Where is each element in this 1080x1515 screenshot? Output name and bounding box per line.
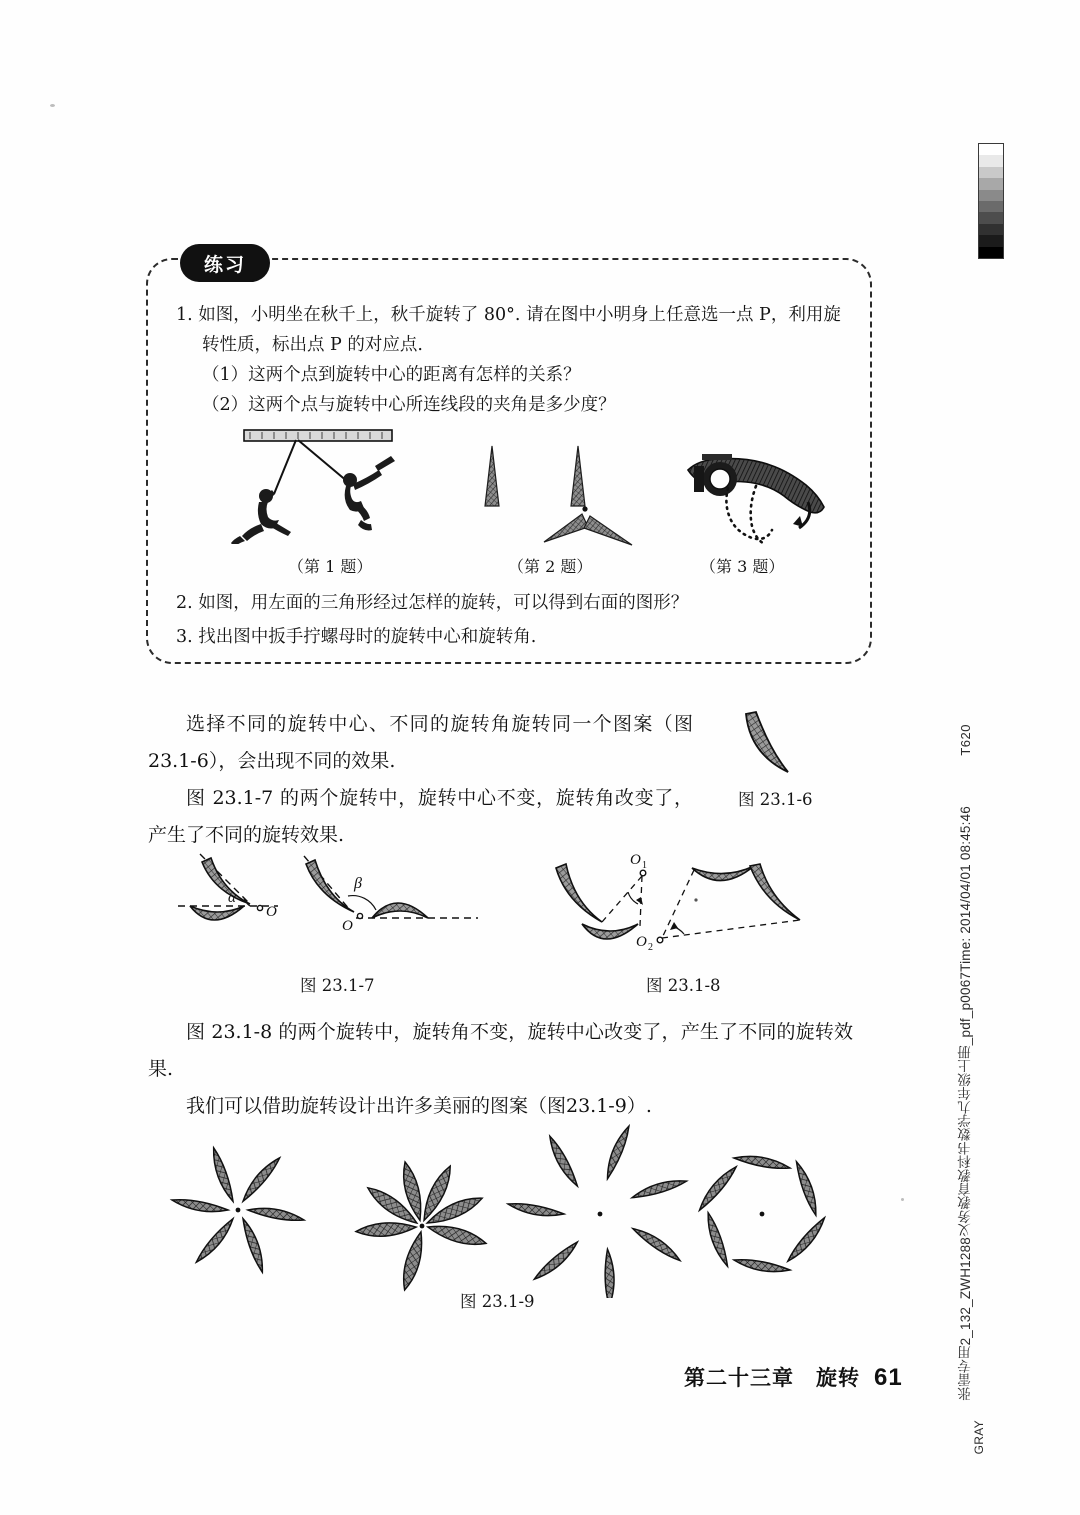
paragraph-4: 我们可以借助旋转设计出许多美丽的图案（图23.1-9）. — [186, 1095, 652, 1117]
figure-23-1-9-caption: 图 23.1-9 — [460, 1292, 535, 1311]
figure-caption-q3: （第 3 题） — [700, 557, 785, 576]
figure-caption-q1: （第 1 题） — [288, 557, 373, 576]
svg-text:α: α — [228, 890, 236, 906]
exercise-item-3 — [176, 622, 856, 652]
exercise-item-1 — [176, 300, 848, 420]
paragraph-3: 图 23.1-8 的两个旋转中，旋转角不变，旋转中心改变了，产生了不同的旋转效果. — [148, 1021, 853, 1080]
exercise-item-1-text: 如图，小明坐在秋千上，秋千旋转了 80°. 请在图中小明身上任意选一点 P，利用旋转性质，标出点 P 的对应点. — [198, 305, 841, 355]
figure-23-1-7 — [178, 846, 498, 958]
exercise-item-1-number: 1. — [176, 305, 193, 325]
watermark-gray-label: GRAY — [972, 1420, 986, 1455]
svg-text:O: O — [630, 852, 641, 868]
svg-text:O: O — [342, 918, 353, 934]
svg-text:O: O — [636, 934, 647, 950]
scan-speck — [901, 1198, 904, 1201]
exercise-item-3-number: 3. — [176, 627, 193, 647]
watermark-text: 张雷专用2_132_ZWH1288义务教育教科书数学九年级上册_pdf_p0067Time: 2014/04/01 08:45:46 — [958, 806, 973, 1401]
exercise-item-2 — [176, 588, 856, 618]
svg-text:2: 2 — [648, 942, 653, 953]
paragraph-2: 图 23.1-7 的两个旋转中，旋转中心不变，旋转角改变了，产生了不同的旋转效果. — [148, 787, 693, 846]
side-mark-t620: T620 — [958, 724, 973, 756]
footer-chapter-title: 第二十三章 旋转 — [684, 1366, 860, 1390]
figure-23-1-8 — [544, 846, 864, 958]
figure-caption-q2: （第 2 题） — [508, 557, 593, 576]
figure-23-1-6-caption: 图 23.1-6 — [738, 790, 813, 809]
svg-text:β: β — [354, 875, 362, 892]
exercise-item-2-number: 2. — [176, 593, 193, 613]
exercise-item-3-text: 找出图中扳手拧螺母时的旋转中心和旋转角. — [198, 627, 537, 647]
page-number: 61 — [874, 1364, 903, 1391]
page-footer — [684, 1362, 903, 1392]
figure-23-1-9 — [150, 1118, 870, 1298]
figure-23-1-6 — [726, 706, 816, 784]
exercise-item-1-sub-2: （2）这两个点与旋转中心所连线段的夹角是多少度？ — [202, 395, 616, 415]
figure-23-1-8-caption: 图 23.1-8 — [646, 976, 721, 995]
svg-text:O: O — [266, 904, 277, 920]
figure-triangles — [466, 440, 636, 550]
figure-wrench — [676, 444, 836, 552]
exercise-badge-label: 练习 — [203, 253, 246, 276]
grayscale-calibration-strip — [978, 143, 1004, 259]
exercise-item-2-text: 如图，用左面的三角形经过怎样的旋转，可以得到右面的图形？ — [198, 593, 689, 613]
figure-swing — [228, 424, 448, 544]
paragraph-1: 选择不同的旋转中心、不同的旋转角旋转同一个图案（图 23.1-6），会出现不同的效果. — [148, 713, 693, 772]
exercise-badge — [182, 246, 268, 280]
exercise-item-1-sub-1: （1）这两个点到旋转中心的距离有怎样的关系？ — [202, 365, 581, 385]
scan-speck — [50, 104, 55, 107]
svg-text:1: 1 — [642, 860, 647, 871]
figure-23-1-7-caption: 图 23.1-7 — [300, 976, 375, 995]
